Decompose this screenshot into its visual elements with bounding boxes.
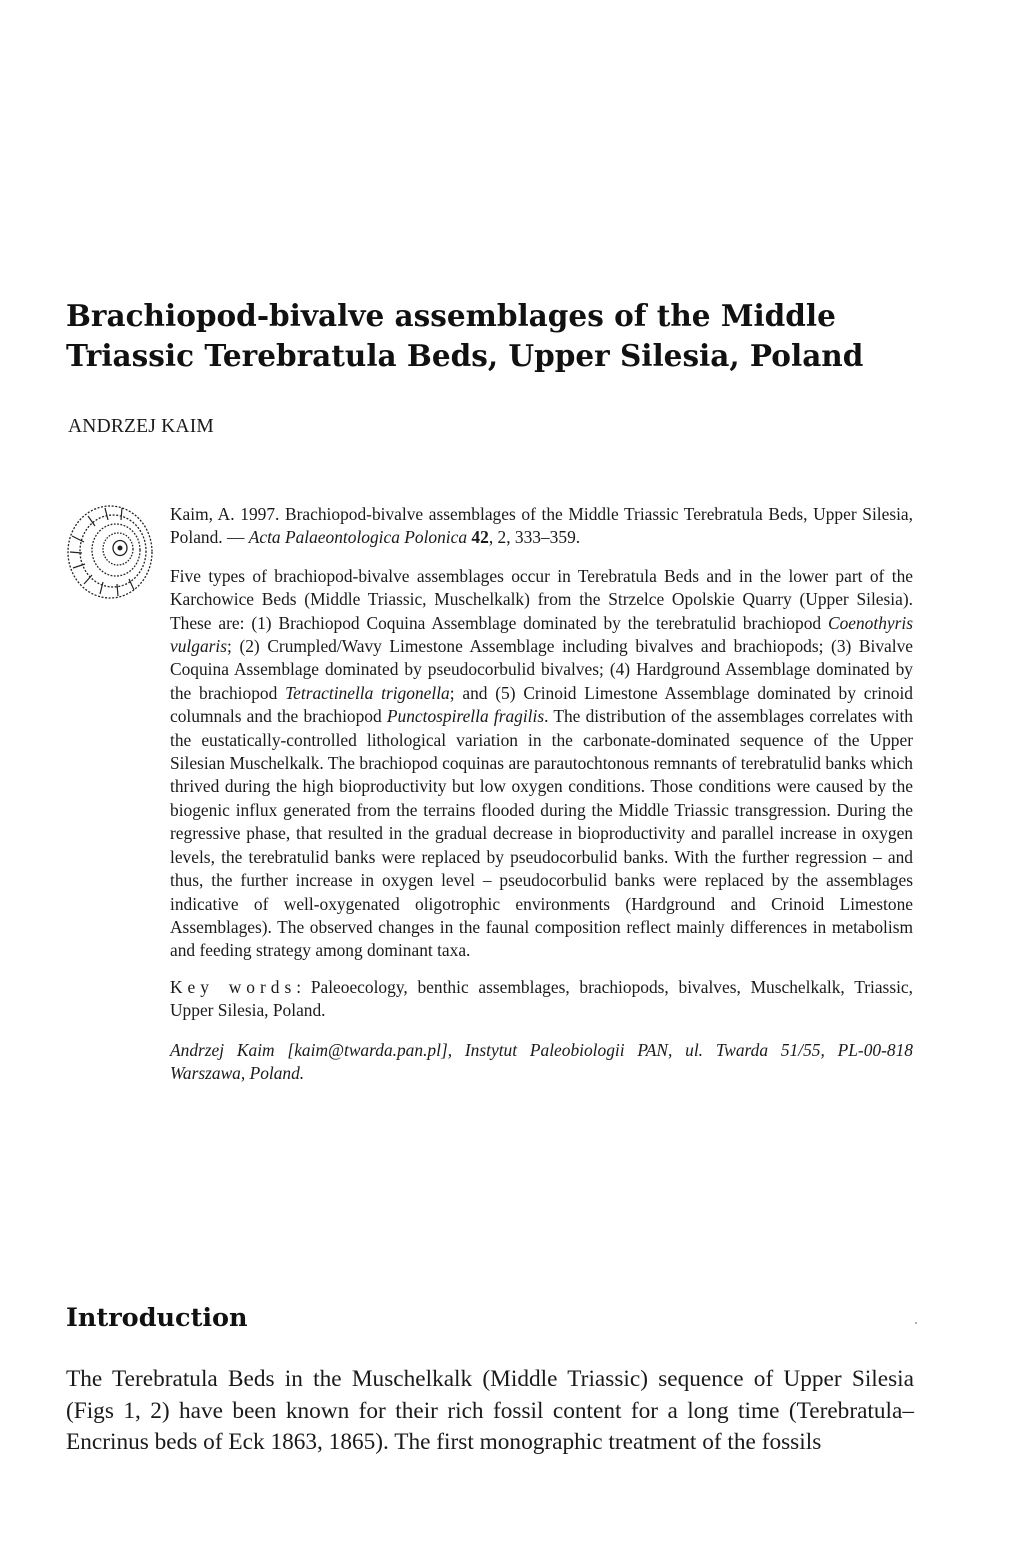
abstract-part: ; (2) Crumpled/Wavy Limestone Assemblage including bivalves and brachiopods; (3) Bivalve Coquina Assemblage dominated by pseudocorbulid bivalves; (4) Hardground Assemblage dominated by the brachiopod: [170, 636, 913, 703]
author-address: Andrzej Kaim [kaim@twarda.pan.pl], Instytut Paleobiologii PAN, ul. Twarda 51/55, PL-00-818 Warszawa, Poland.: [170, 1039, 913, 1083]
article-title: Brachiopod-bivalve assemblages of the Middle Triassic Terebratula Beds, Upper Silesia, Poland: [66, 298, 864, 373]
abstract-part: . The distribution of the assemblages correlates with the eustatically-controlled lithological variation in the carbonate-dominated sequence of the Upper Silesian Muschelkalk. The brachiopod coquinas are parautochtonous remnants of terebratulid banks which thrived during the high bioproductivity but low oxygen conditions. Those conditions were caused by the biogenic influx generated from the terrains flooded during the Middle Triassic transgression. During the regressive phase, that resulted in the gradual decrease in bioproductivity and parallel increase in oxygen levels, the terebratulid banks were replaced by pseudocorbulid banks. With the further regression – and thus, the further increase in oxygen level – pseudocorbulid banks were replaced by the assemblages indicative of well-oxygenated oligotrophic environments (Hardground and Crinoid Limestone Assemblages). The observed changes in the faunal composition reflect mainly differences in metabolism and feeding strategy among dominant taxa.: [170, 706, 913, 961]
abstract-text: [170, 565, 913, 963]
keywords: [170, 976, 913, 1023]
journal-volume: 42: [471, 527, 489, 548]
journal-name: Acta Palaeontologica Polonica: [248, 527, 468, 548]
abstract-block: [170, 503, 913, 1085]
keywords-colon: :: [296, 976, 302, 997]
taxon-name: Tetractinella trigonella: [285, 682, 450, 703]
abstract-part: Five types of brachiopod-bivalve assemblages occur in Terebratula Beds and in the lower part of the Karchowice Beds (Middle Triassic, Muschelkalk) from the Strzelce Opolskie Quarry (Upper Silesia). These are: (1) Brachiopod Coquina Assemblage dominated by the terebratulid brachiopod: [170, 565, 913, 633]
author-name: ANDRZEJ KAIM: [68, 416, 214, 437]
page-mark: [915, 1322, 917, 1324]
keywords-text: Paleoecology, benthic assemblages, brachiopods, bivalves, Muschelkalk, Triassic, Upper Silesia, Poland.: [170, 976, 913, 1021]
section-heading: Introduction: [66, 1303, 248, 1333]
taxon-name: Punctospirella fragilis: [386, 706, 545, 727]
citation: [170, 503, 913, 550]
keywords-label: Key words: [170, 976, 297, 997]
abstract-part: ; and (5) Crinoid Limestone Assemblage dominated by crinoid columnals and the brachiopod: [170, 682, 913, 727]
ammonite-logo-icon: [58, 496, 158, 604]
introduction-text: The Terebratula Beds in the Muschelkalk (Middle Triassic) sequence of Upper Silesia (Figs 1, 2) have been known for their rich fossil content for a long time (Terebratula–Encrinus beds of Eck 1863, 1865). The first monographic treatment of the fossils: [66, 1366, 914, 1455]
taxon-name: Coenothyris vulgaris: [170, 612, 913, 657]
journal-issue-pages: , 2, 333–359.: [488, 527, 581, 548]
ammonite-logo-graphic: [58, 496, 158, 604]
citation-prefix: Kaim, A. 1997. Brachiopod-bivalve assemblages of the Middle Triassic Terebratula Beds, Upper Silesia, Poland. —: [170, 504, 913, 548]
